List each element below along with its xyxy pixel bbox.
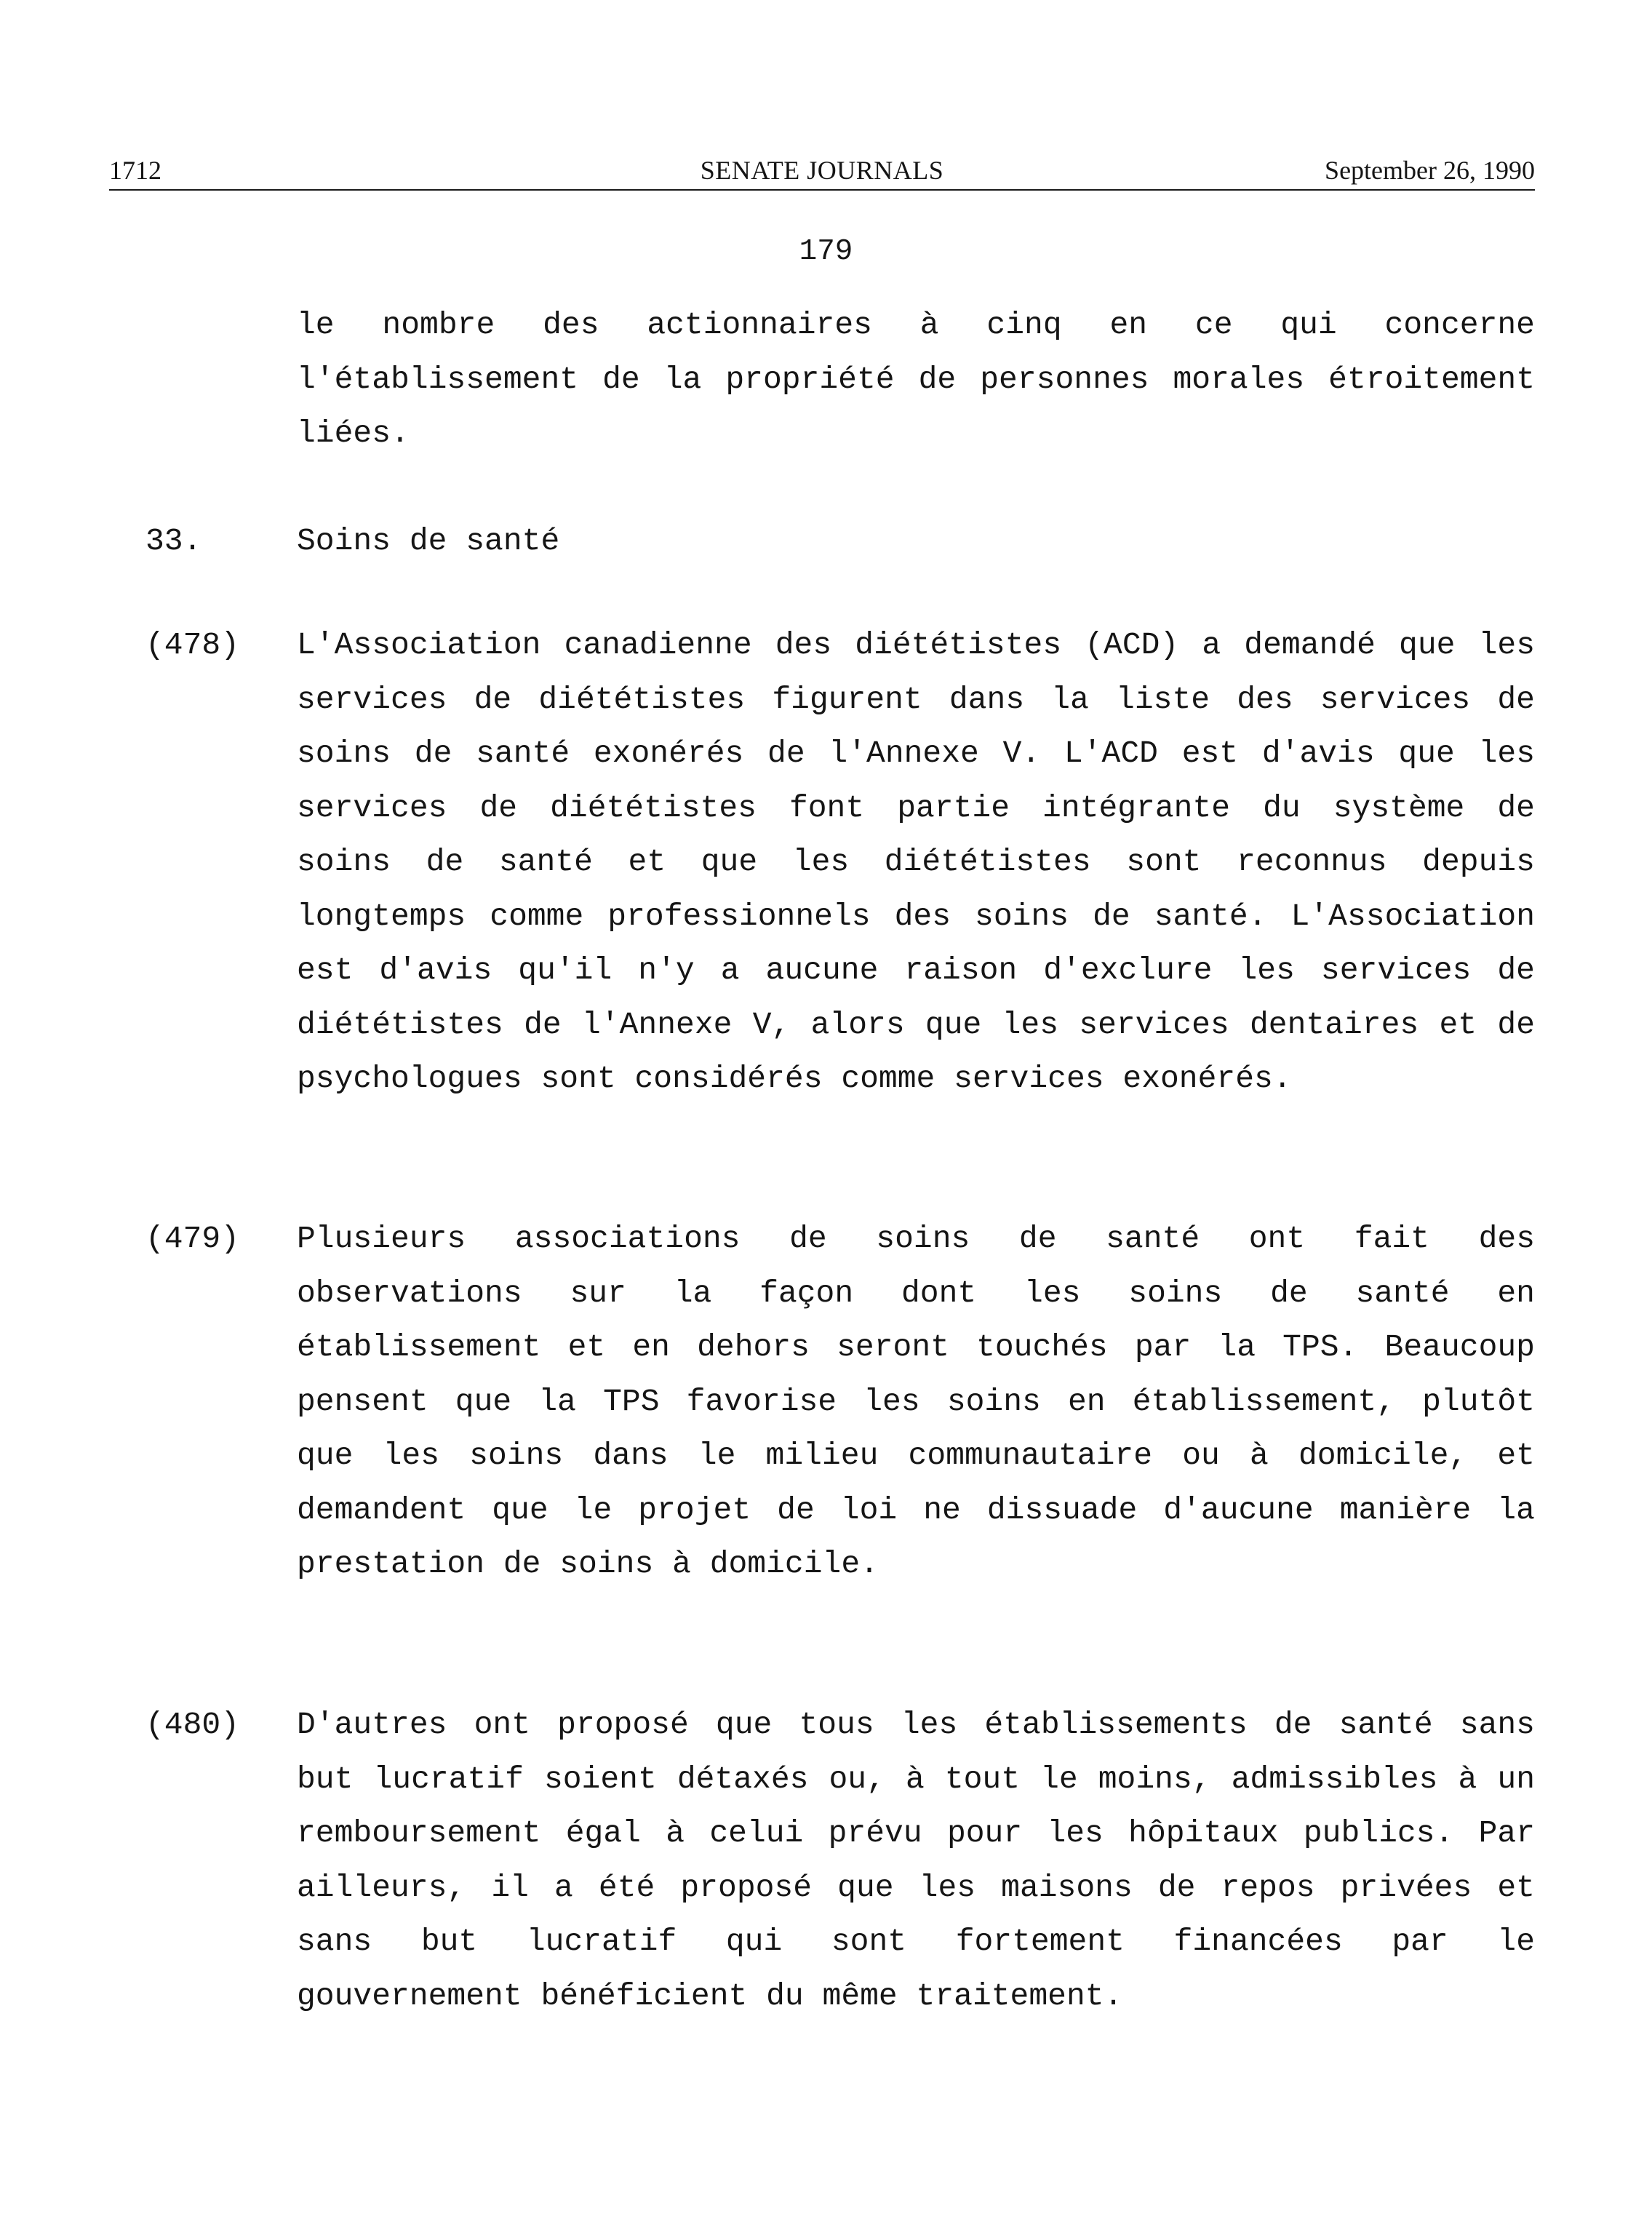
paragraph-478: L'Association canadienne des diététistes (ACD) a demandé que les services de diététistes figurent dans la liste des services de soins de santé exonérés de l'Annexe V. L'ACD est d'avis que les services de diététistes font partie intégrante du système de soins de santé et que les diététistes sont reconnus depuis longtemps comme professionnels des soins de santé. L'Association est d'avis qu'il n'y a aucune raison d'exclure les services de diététistes de l'Annexe V, alors que les services dentaires et de psychologues sont considérés comme services exonérés.: [297, 627, 1535, 1096]
paragraph-479: Plusieurs associations de soins de santé ont fait des observations sur la façon dont les soins de santé en établissement et en dehors seront touchés par la TPS. Beaucoup pensent que la TPS favorise les soins en établissement, plutôt que les soins dans le milieu communautaire ou à domicile, et demandent que le projet de loi ne dissuade d'aucune manière la prestation de soins à domicile.: [297, 1221, 1535, 1582]
journal-title: SENATE JOURNALS: [700, 156, 944, 185]
paragraph-number-480: (480): [145, 1707, 240, 1742]
running-header: [109, 150, 1535, 191]
section-title: Soins de santé: [297, 523, 560, 559]
section-number: 33.: [145, 523, 202, 559]
sequence-number: 179: [799, 235, 853, 268]
paragraph-number-479: (479): [145, 1221, 240, 1256]
header-rule: [109, 189, 1535, 191]
continuation-paragraph: le nombre des actionnaires à cinq en ce qui concerne l'établissement de la propriété de personnes morales étroitement liées.: [297, 307, 1535, 451]
paragraph-480: D'autres ont proposé que tous les établissements de santé sans but lucratif soient détaxés ou, à tout le moins, admissibles à un remboursement égal à celui prévu pour les hôpitaux publics. Par ailleurs, il a été proposé que les maisons de repos privées et sans but lucratif qui sont fortement financées par le gouvernement bénéficient du même traitement.: [297, 1707, 1535, 2014]
journal-date: September 26, 1990: [1325, 156, 1535, 185]
page-number: 1712: [109, 156, 161, 185]
paragraph-number-478: (478): [145, 627, 240, 663]
